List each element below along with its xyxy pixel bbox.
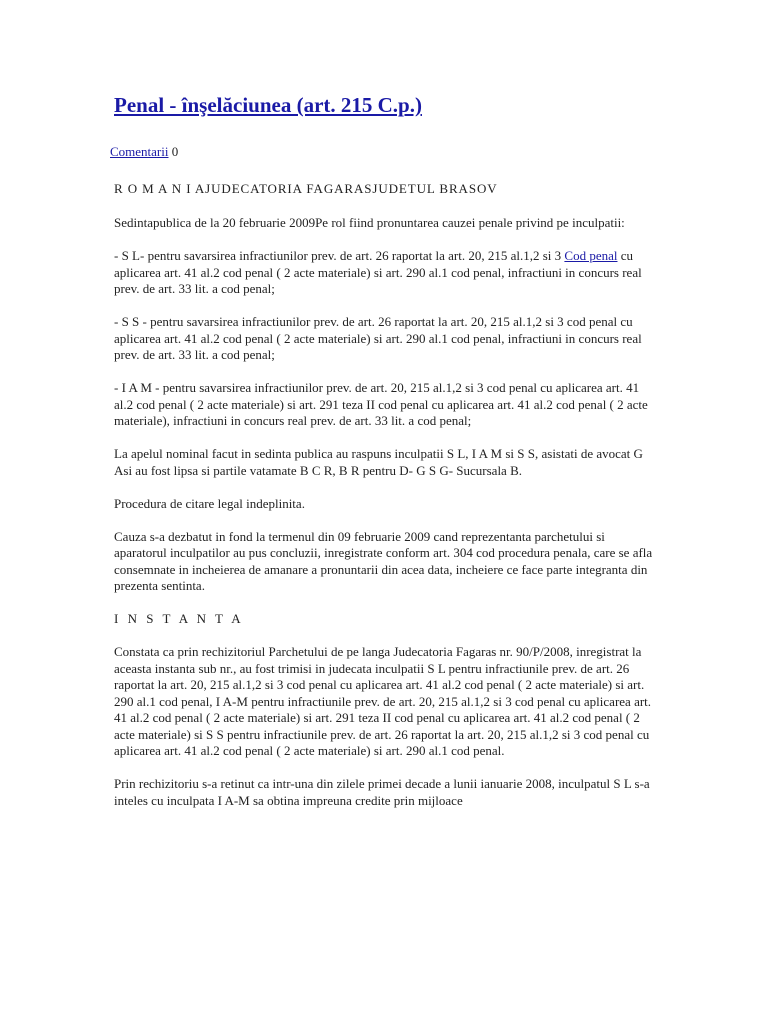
paragraph-text: cu aplicarea art. 41 al.2 cod penal ( 2 acte materiale) si art. 290 al.1 cod penal, infractiuni in concurs real prev. de art. 33 lit. a cod penal;	[114, 248, 642, 296]
paragraph-indictment: Constata ca prin rechizitoriul Parchetului de pe langa Judecatoria Fagaras nr. 90/P/2008, inregistrat la aceasta instanta sub nr., au fost trimisi in judecata inculpatii S L pentru infractiunile prev. de art. 26 raportat la art. 20, 215 al.1,2 si 3 cod penal cu aplicarea art. 41 al.2 cod penal ( 2 acte materiale) si art. 290 al.1 cod penal, I A-M pentru infractiunile prev. de art. 20, 215 al.1,2 si 3 cod penal cu aplicarea art. 41 al.2 cod penal ( 2 acte materiale) si art. 291 teza II cod penal cu aplicarea art. 41 al.2 cod penal ( 2 acte materiale) si S S pentru infractiunile prev. de art. 26 raportat la art. 20, 215 al.1,2 si 3 cod penal cu aplicarea art. 41 al.2 cod penal ( 2 acte materiale) si art. 290 al.1 cod penal.	[114, 644, 652, 758]
paragraph-defendant-iam: - I A M - pentru savarsirea infractiunilor prev. de art. 20, 215 al.1,2 si 3 cod penal cu aplicarea art. 41 al.2 cod penal ( 2 acte materiale) si art. 291 teza II cod penal cu aplicarea art. 41 al.2 cod penal ( 2 acte materiale), infractiuni in concurs real prev. de art. 33 lit. a cod penal;	[114, 380, 648, 428]
post-title-link[interactable]: Penal - înşelăciunea (art. 215 C.p.)	[114, 93, 422, 117]
paragraph-session: Sedintapublica de la 20 februarie 2009Pe rol fiind pronuntarea cauzei penale privind pe inculpatii:	[114, 215, 625, 230]
paragraph-facts: Prin rechizitoriu s-a retinut ca intr-una din zilele primei decade a lunii ianuarie 2008, inculpatul S L s-a inteles cu inculpata I A-M sa obtina impreuna credite prin mijloace	[114, 776, 650, 808]
paragraph-debate: Cauza s-a dezbatut in fond la termenul din 09 februarie 2009 cand reprezentanta parchetului si aparatorul inculpatilor au pus concluzii, inregistrate conform art. 304 cod procedura penala, care se afla consemnate in incheierea de amanare a pronuntarii din acea data, incheiere ce face parte integranta din prezenta sentinta.	[114, 528, 653, 593]
paragraph-text: - S L- pentru savarsirea infractiunilor prev. de art. 26 raportat la art. 20, 215 al.1,2 si 3	[114, 248, 565, 263]
section-heading: I N S T A N T A	[114, 611, 244, 626]
paragraph-procedure: Procedura de citare legal indeplinita.	[114, 495, 305, 511]
comments-link[interactable]: Comentarii	[110, 144, 169, 159]
paragraph-roll-call: La apelul nominal facut in sedinta publica au raspuns inculpatii S L, I A M si S S, asistati de avocat G Asi au fost lipsa si partile vatamate B C R, B R pentru D- G S G- Sucursala B.	[114, 446, 643, 478]
paragraph-defendant-sl	[114, 248, 654, 298]
comments-count: 0	[171, 144, 179, 159]
document-page	[110, 92, 654, 826]
paragraph-defendant-ss: - S S - pentru savarsirea infractiunilor prev. de art. 26 raportat la art. 20, 215 al.1,2 si 3 cod penal cu aplicarea art. 41 al.2 cod penal ( 2 acte materiale) si art. 290 al.1 cod penal, infractiuni in concurs real prev. de art. 33 lit. a cod penal;	[114, 314, 642, 362]
court-header: R O M A N I AJUDECATORIA FAGARASJUDETUL BRASOV	[114, 180, 498, 196]
comments-row	[110, 144, 654, 161]
cod-penal-link[interactable]: Cod penal	[564, 248, 618, 263]
